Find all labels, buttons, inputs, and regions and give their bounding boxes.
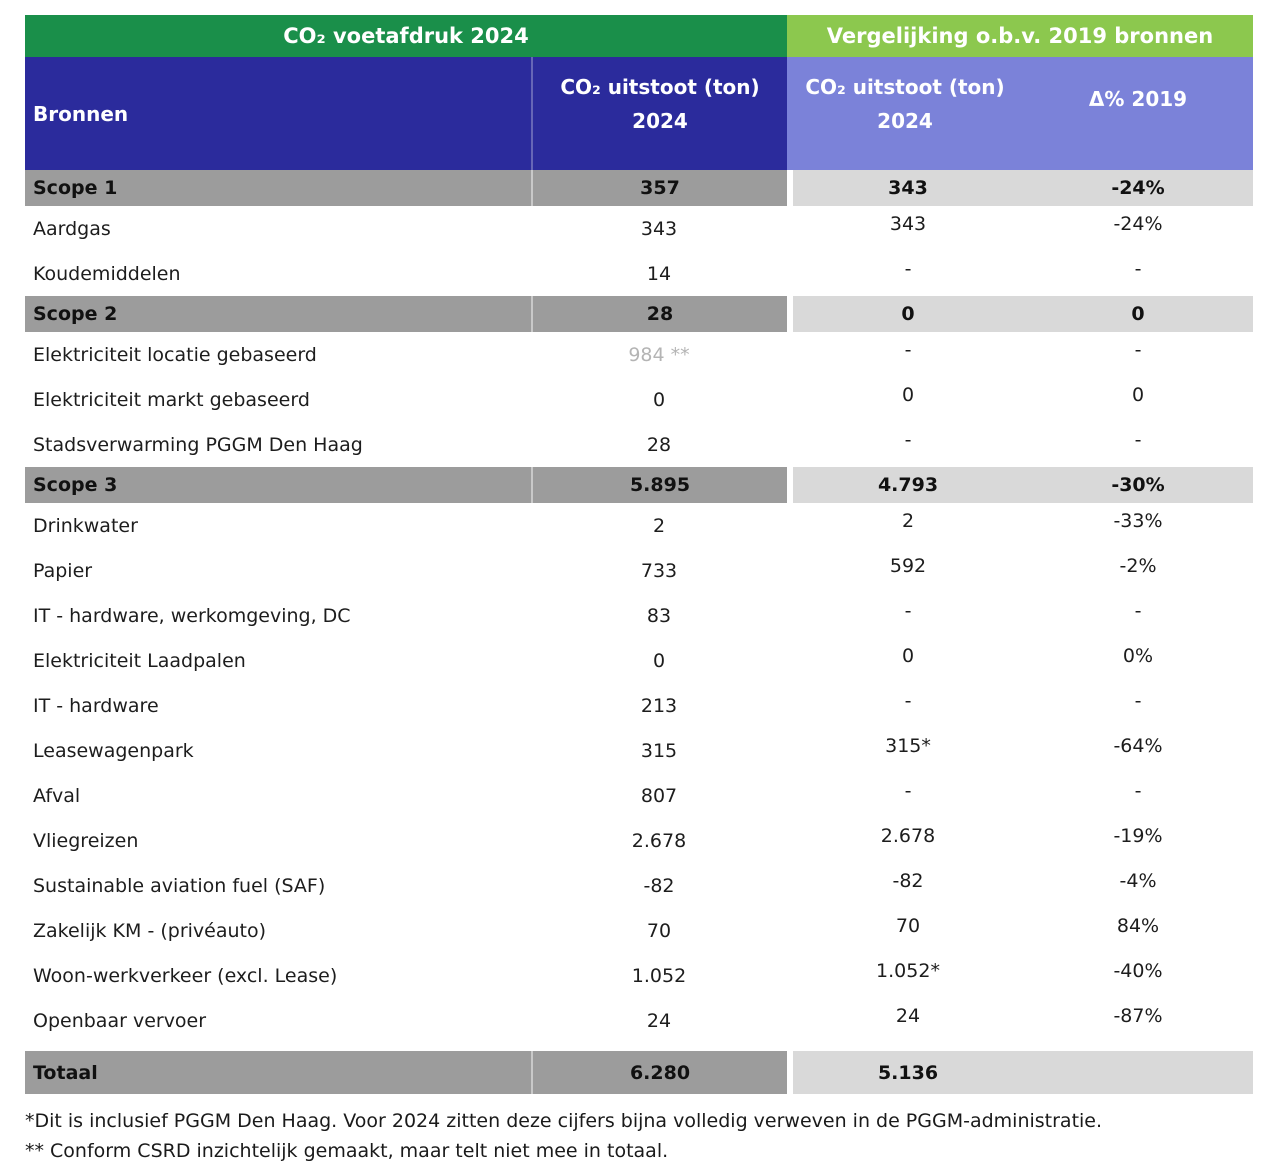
row-label: Scope 2 bbox=[25, 296, 531, 332]
footnote-1: *Dit is inclusief PGGM Den Haag. Voor 2024 zitten deze cijfers bijna volledig verweven in de PGGM-administratie. bbox=[25, 1110, 1103, 1132]
column-header-co2-comparison-line2: 2024 bbox=[877, 109, 933, 133]
column-header-bronnen: Bronnen bbox=[25, 57, 531, 170]
column-header-co2-comparison bbox=[787, 57, 1023, 170]
value-co2-comparison: - bbox=[904, 600, 912, 622]
row-label: Scope 3 bbox=[25, 467, 531, 503]
value-delta-2019: 84% bbox=[1116, 915, 1160, 937]
row-label: Papier bbox=[33, 559, 93, 582]
table-title-band bbox=[25, 15, 1253, 57]
row-label: Koudemiddelen bbox=[33, 262, 181, 285]
row-label: Sustainable aviation fuel (SAF) bbox=[33, 874, 326, 897]
value-delta-2019: -4% bbox=[1119, 870, 1157, 892]
value-co2-comparison: 2 bbox=[901, 510, 915, 532]
table-row bbox=[25, 251, 1253, 296]
table-row bbox=[25, 818, 1253, 863]
value-co2-2024: 70 bbox=[646, 919, 672, 942]
value-co2-2024: -82 bbox=[643, 874, 675, 897]
value-delta-2019: -33% bbox=[1113, 510, 1163, 532]
co2-footprint-table bbox=[25, 15, 1253, 1166]
value-co2-comparison: - bbox=[904, 258, 912, 280]
total-value-delta bbox=[1023, 1051, 1253, 1094]
value-co2-2024: 984 ** bbox=[628, 343, 690, 366]
value-delta-2019: -40% bbox=[1113, 960, 1163, 982]
title-vergelijking-2019: Vergelijking o.b.v. 2019 bronnen bbox=[787, 15, 1253, 57]
row-label: Elektriciteit markt gebaseerd bbox=[33, 388, 310, 411]
column-header-band bbox=[25, 57, 1253, 170]
column-header-co2-uitstoot-2024 bbox=[531, 57, 787, 170]
row-label: Leasewagenpark bbox=[33, 739, 194, 762]
value-co2-2024: 733 bbox=[640, 559, 678, 582]
row-label: Openbaar vervoer bbox=[33, 1009, 207, 1032]
value-delta-2019: -24% bbox=[1113, 213, 1163, 235]
table-row bbox=[25, 863, 1253, 908]
value-delta-2019: - bbox=[1134, 780, 1142, 802]
value-co2-2024: 2 bbox=[652, 514, 666, 537]
table-row bbox=[25, 422, 1253, 467]
value-co2-comparison: - bbox=[904, 690, 912, 712]
value-delta-2019: -2% bbox=[1119, 555, 1157, 577]
value-co2-comparison: 0 bbox=[793, 296, 1023, 332]
row-label: Aardgas bbox=[33, 217, 111, 240]
table-row bbox=[25, 683, 1253, 728]
value-delta-2019: - bbox=[1134, 258, 1142, 280]
total-label: Totaal bbox=[25, 1051, 531, 1094]
value-co2-2024: 357 bbox=[531, 170, 787, 206]
value-co2-2024: 28 bbox=[646, 433, 672, 456]
value-co2-2024: 0 bbox=[652, 388, 666, 411]
value-co2-2024: 14 bbox=[646, 262, 672, 285]
value-delta-2019: 0 bbox=[1131, 384, 1145, 406]
table-row bbox=[25, 773, 1253, 818]
scope-row bbox=[25, 170, 1253, 206]
table-row bbox=[25, 953, 1253, 998]
row-label: Drinkwater bbox=[33, 514, 138, 537]
footnote-2: ** Conform CSRD inzichtelijk gemaakt, maar telt niet mee in totaal. bbox=[25, 1140, 669, 1162]
value-co2-comparison: 24 bbox=[895, 1005, 921, 1027]
scope-row bbox=[25, 296, 1253, 332]
value-co2-comparison: 2.678 bbox=[880, 825, 936, 847]
row-label: Woon-werkverkeer (excl. Lease) bbox=[33, 964, 338, 987]
column-header-co2-comparison-line1: CO₂ uitstoot (ton) bbox=[805, 75, 1005, 99]
value-co2-comparison: - bbox=[904, 339, 912, 361]
table-row bbox=[25, 908, 1253, 953]
row-label: Stadsverwarming PGGM Den Haag bbox=[33, 433, 363, 456]
table-row bbox=[25, 548, 1253, 593]
row-label: Elektriciteit locatie gebaseerd bbox=[33, 343, 317, 366]
value-co2-comparison: - bbox=[904, 429, 912, 451]
value-co2-comparison: 592 bbox=[889, 555, 927, 577]
value-co2-2024: 213 bbox=[640, 694, 678, 717]
value-delta-2019: 0% bbox=[1122, 645, 1154, 667]
row-label: IT - hardware bbox=[33, 694, 159, 717]
table-row bbox=[25, 332, 1253, 377]
value-co2-comparison: 1.052* bbox=[876, 960, 940, 982]
value-co2-comparison: -82 bbox=[892, 870, 924, 892]
value-co2-2024: 24 bbox=[646, 1009, 672, 1032]
table-row bbox=[25, 998, 1253, 1043]
value-delta-2019: - bbox=[1134, 600, 1142, 622]
value-co2-comparison: 4.793 bbox=[793, 467, 1023, 503]
value-delta-2019: -64% bbox=[1113, 735, 1163, 757]
value-co2-2024: 807 bbox=[640, 784, 678, 807]
value-co2-comparison: - bbox=[904, 780, 912, 802]
total-value-comparison: 5.136 bbox=[793, 1051, 1023, 1094]
column-header-delta-2019: Δ% 2019 bbox=[1023, 57, 1253, 170]
value-co2-2024: 1.052 bbox=[631, 964, 687, 987]
row-label: Elektriciteit Laadpalen bbox=[33, 649, 246, 672]
scope-row bbox=[25, 467, 1253, 503]
row-label: IT - hardware, werkomgeving, DC bbox=[33, 604, 351, 627]
value-co2-2024: 5.895 bbox=[531, 467, 787, 503]
row-label: Afval bbox=[33, 784, 81, 807]
value-delta-2019: - bbox=[1134, 429, 1142, 451]
value-co2-comparison: 70 bbox=[895, 915, 921, 937]
value-delta-2019: -19% bbox=[1113, 825, 1163, 847]
value-co2-comparison: 343 bbox=[889, 213, 927, 235]
total-row bbox=[25, 1051, 1253, 1094]
row-label: Vliegreizen bbox=[33, 829, 139, 852]
value-co2-comparison: 0 bbox=[901, 645, 915, 667]
value-delta-2019: - bbox=[1134, 690, 1142, 712]
value-delta-2019: 0 bbox=[1023, 296, 1253, 332]
table-row bbox=[25, 593, 1253, 638]
value-co2-2024: 83 bbox=[646, 604, 672, 627]
table-row bbox=[25, 377, 1253, 422]
row-label: Scope 1 bbox=[25, 170, 531, 206]
footnotes bbox=[25, 1106, 1253, 1166]
table-row bbox=[25, 206, 1253, 251]
row-label: Zakelijk KM - (privéauto) bbox=[33, 919, 267, 942]
table-row bbox=[25, 638, 1253, 683]
value-co2-2024: 343 bbox=[640, 217, 678, 240]
table-row bbox=[25, 728, 1253, 773]
value-delta-2019: - bbox=[1134, 339, 1142, 361]
table-row bbox=[25, 503, 1253, 548]
value-co2-2024: 315 bbox=[640, 739, 678, 762]
value-co2-comparison: 315* bbox=[885, 735, 931, 757]
column-header-co2-2024-line2: 2024 bbox=[632, 109, 688, 133]
total-value-2024: 6.280 bbox=[531, 1051, 787, 1094]
value-co2-2024: 28 bbox=[531, 296, 787, 332]
column-header-co2-2024-line1: CO₂ uitstoot (ton) bbox=[560, 75, 760, 99]
value-delta-2019: -87% bbox=[1113, 1005, 1163, 1027]
value-co2-2024: 2.678 bbox=[631, 829, 687, 852]
value-delta-2019: -24% bbox=[1023, 170, 1253, 206]
value-co2-2024: 0 bbox=[652, 649, 666, 672]
title-co2-voetafdruk-2024: CO₂ voetafdruk 2024 bbox=[25, 15, 787, 57]
table-body bbox=[25, 170, 1253, 1043]
value-delta-2019: -30% bbox=[1023, 467, 1253, 503]
value-co2-comparison: 0 bbox=[901, 384, 915, 406]
value-co2-comparison: 343 bbox=[793, 170, 1023, 206]
